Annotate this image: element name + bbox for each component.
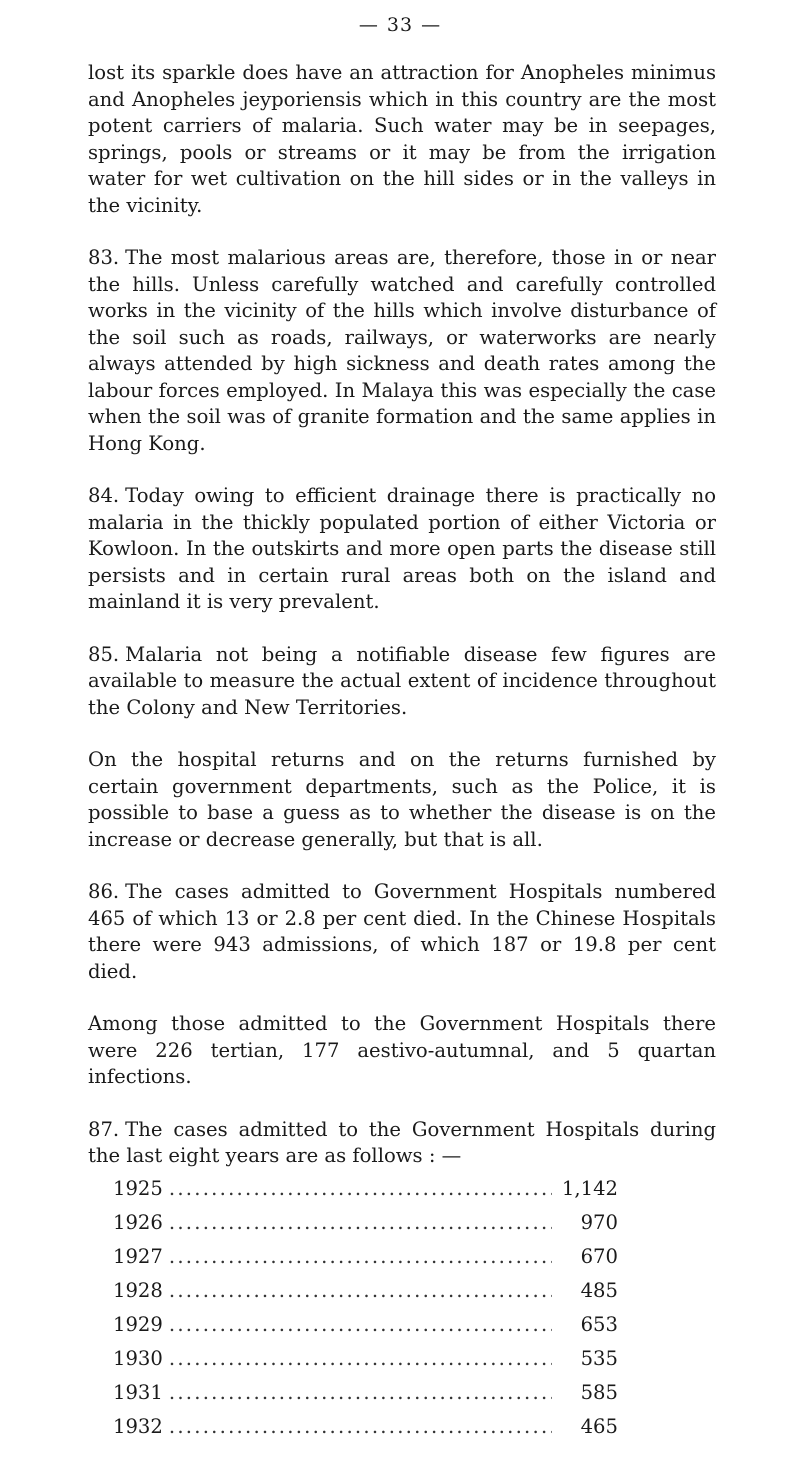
paragraph-85: [88, 642, 716, 722]
admissions-count: 653: [580, 1312, 618, 1336]
leader-dots: [169, 1380, 552, 1407]
page-number: — 33 —: [358, 14, 442, 36]
list-item: [113, 1346, 618, 1380]
paragraph-infections: [88, 1011, 716, 1091]
paragraph-86: [88, 879, 716, 985]
list-item: [113, 1380, 618, 1414]
leader-dots: [169, 1176, 552, 1203]
leader-dots: [169, 1210, 552, 1237]
paragraph-text: On the hospital returns and on the returns furnished by certain government departments, such as the Police, it is possible to base a guess as to whether the disease is on the increase or decrease generally, but that is all.: [88, 748, 716, 851]
paragraph-number: 87.: [88, 1117, 120, 1141]
admissions-count: 1,142: [561, 1176, 618, 1200]
paragraph-text: Malaria not being a notifiable disease few figures are available to measure the actual extent of incidence throughout the Colony and New Territories.: [88, 642, 716, 719]
list-item: [113, 1312, 618, 1346]
paragraph-text: Today owing to efficient drainage there is practically no malaria in the thickly populated portion of either Victoria or Kowloon. In the outskirts and more open parts the disease still persists and in certain rural areas both on the island and mainland it is very prevalent.: [88, 484, 716, 613]
year: 1925: [113, 1176, 163, 1200]
paragraph-number: 85.: [88, 642, 120, 666]
year: 1926: [113, 1210, 163, 1234]
paragraph-87: [88, 1117, 716, 1170]
leader-dots: [169, 1414, 552, 1441]
year: 1928: [113, 1278, 163, 1302]
paragraph-number: 86.: [88, 880, 120, 903]
admissions-by-year-list: [113, 1176, 618, 1448]
paragraph-text: The cases admitted to Government Hospitals numbered 465 of which 13 or 2.8 per cent died. In the Chinese Hospitals there were 943 admissions, of which 187 or 19.8 per cent died.: [88, 880, 716, 983]
year: 1927: [113, 1244, 163, 1268]
leader-dots: [169, 1346, 552, 1373]
admissions-count: 585: [580, 1380, 618, 1404]
admissions-count: 535: [580, 1346, 618, 1370]
list-item: [113, 1244, 618, 1278]
admissions-count: 465: [580, 1414, 618, 1438]
leader-dots: [169, 1244, 552, 1271]
year: 1931: [113, 1380, 163, 1404]
paragraph-hospital-returns: [88, 747, 716, 853]
paragraph-number: 83.: [88, 246, 120, 269]
paragraph-text: lost its sparkle does have an attraction for Anopheles minimus and Anopheles jeyporiensis which in this country are the most potent carriers of malaria. Such water may be in seepages, springs, pools or streams or it may be from the irrigation water for wet cultivation on the hill sides or in the valleys in the vicinity.: [88, 61, 716, 217]
paragraph-continuation: [88, 60, 716, 219]
list-item: [113, 1210, 618, 1244]
list-item: [113, 1414, 618, 1448]
leader-dots: [169, 1278, 552, 1305]
year: 1930: [113, 1346, 163, 1370]
year: 1932: [113, 1414, 163, 1438]
admissions-count: 485: [580, 1278, 618, 1302]
admissions-count: 970: [580, 1210, 618, 1234]
paragraph-text: The cases admitted to the Government Hospitals during the last eight years are as follows : —: [88, 1117, 716, 1167]
list-item: [113, 1176, 618, 1210]
paragraph-83: [88, 245, 716, 457]
paragraph-text: The most malarious areas are, therefore, those in or near the hills. Unless carefully watched and carefully controlled works in the vicinity of the hills which involve disturbance of the soil such as roads, railways, or waterworks are nearly always attended by high sickness and death rates among the labour forces employed. In Malaya this was especially the case when the soil was of granite formation and the same applies in Hong Kong.: [88, 246, 716, 455]
paragraph-number: 84.: [88, 484, 120, 507]
document-body: [88, 60, 716, 1467]
paragraph-84: [88, 483, 716, 616]
list-item: [113, 1278, 618, 1312]
paragraph-text: Among those admitted to the Government Hospitals there were 226 tertian, 177 aestivo-autumnal, and 5 quartan infections.: [88, 1012, 716, 1088]
admissions-count: 670: [580, 1244, 618, 1268]
page-number-value: 33: [386, 14, 414, 36]
leader-dots: [169, 1312, 552, 1339]
year: 1929: [113, 1312, 163, 1336]
